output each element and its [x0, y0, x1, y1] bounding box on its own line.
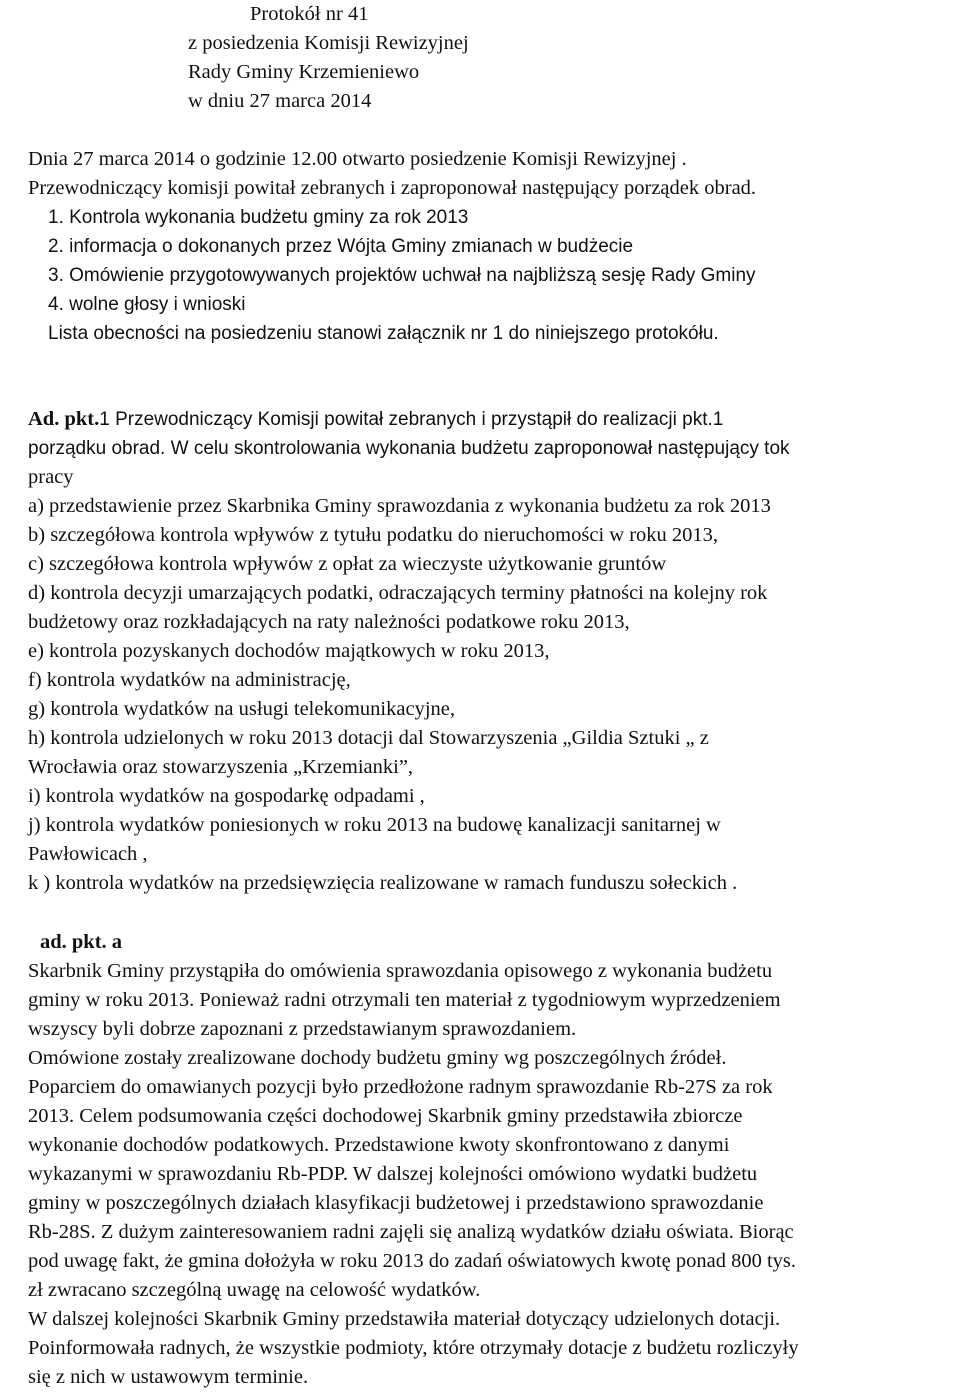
section1-line1: Ad. pkt.1 Przewodniczący Komisji powitał zebranych i przystąpił do realizacji pkt.1 [28, 408, 724, 430]
body-line: pod uwagę fakt, że gmina dołożyła w roku 2013 do zadań oświatowych kwotę ponad 800 tys. [28, 1250, 796, 1272]
header-line-meeting: z posiedzenia Komisji Rewizyjnej [188, 32, 469, 54]
attendance-note: Lista obecności na posiedzeniu stanowi załącznik nr 1 do niniejszego protokółu. [48, 323, 719, 344]
agenda-item: 2. informacja o dokonanych przez Wójta Gminy zmianach w budżecie [48, 236, 634, 257]
body-line: zł zwracano szczególną uwagę na celowość wydatków. [28, 1279, 481, 1301]
section1-line3: pracy [28, 466, 74, 488]
header-line-council: Rady Gminy Krzemieniewo [188, 61, 420, 83]
body-line: 2013. Celem podsumowania części dochodowej Skarbnik gminy przedstawiła zbiorcze [28, 1105, 743, 1127]
agenda-item: 1. Kontrola wykonania budżetu gminy za rok 2013 [48, 207, 469, 228]
section1-line2: porządku obrad. W celu skontrolowania wykonania budżetu zaproponował następujący tok [28, 438, 790, 459]
control-item: d) kontrola decyzji umarzających podatki, odraczających terminy płatności na kolejny rok [28, 582, 768, 604]
control-item: c) szczegółowa kontrola wpływów z opłat za wieczyste użytkowanie gruntów [28, 553, 667, 575]
control-item: Wrocławia oraz stowarzyszenia „Krzemianki”, [28, 756, 414, 778]
section2-heading: ad. pkt. a [40, 931, 123, 953]
body-line: wszyscy byli dobrze zapoznani z przedstawianym sprawozdaniem. [28, 1018, 577, 1040]
agenda-item: 3. Omówienie przygotowywanych projektów uchwał na najbliższą sesję Rady Gminy [48, 265, 756, 286]
body-line: Skarbnik Gminy przystąpiła do omówienia sprawozdania opisowego z wykonania budżetu [28, 960, 773, 982]
header-line-date: w dniu 27 marca 2014 [188, 90, 372, 112]
control-item: g) kontrola wydatków na usługi telekomunikacyjne, [28, 698, 455, 720]
control-item: budżetowy oraz rozkładających na raty należności podatkowe roku 2013, [28, 611, 630, 633]
intro-line-agenda-proposal: Przewodniczący komisji powitał zebranych i zaproponował następujący porządek obrad. [28, 177, 757, 199]
body-line: Poinformowała radnych, że wszystkie podmioty, które otrzymały dotacje z budżetu rozliczyły [28, 1337, 799, 1359]
control-item: j) kontrola wydatków poniesionych w roku 2013 na budowę kanalizacji sanitarnej w [28, 814, 721, 836]
body-line: gminy w poszczególnych działach klasyfikacji budżetowej i przedstawiono sprawozdanie [28, 1192, 764, 1214]
control-item: h) kontrola udzielonych w roku 2013 dotacji dal Stowarzyszenia „Gildia Sztuki „ z [28, 727, 709, 749]
control-item: k ) kontrola wydatków na przedsięwzięcia realizowane w ramach funduszu sołeckich . [28, 872, 738, 894]
control-item: i) kontrola wydatków na gospodarkę odpadami , [28, 785, 425, 807]
control-item: Pawłowicach , [28, 843, 148, 865]
protocol-title: Protokół nr 41 [250, 3, 369, 25]
body-line: gminy w roku 2013. Ponieważ radni otrzymali ten materiał z tygodniowym wyprzedzeniem [28, 989, 781, 1011]
body-line: się z nich w ustawowym terminie. [28, 1366, 309, 1388]
body-line: Poparciem do omawianych pozycji było przedłożone radnym sprawozdanie Rb-27S za rok [28, 1076, 773, 1098]
control-item: e) kontrola pozyskanych dochodów majątkowych w roku 2013, [28, 640, 550, 662]
body-line: wykazanymi w sprawozdaniu Rb-PDP. W dalszej kolejności omówiono wydatki budżetu [28, 1163, 758, 1185]
control-item: f) kontrola wydatków na administrację, [28, 669, 351, 691]
agenda-item: 4. wolne głosy i wnioski [48, 294, 246, 315]
body-line: wykonanie dochodów podatkowych. Przedstawione kwoty skonfrontowano z danymi [28, 1134, 730, 1156]
body-line: Omówione zostały zrealizowane dochody budżetu gminy wg poszczególnych źródeł. [28, 1047, 727, 1069]
control-item: a) przedstawienie przez Skarbnika Gminy sprawozdania z wykonania budżetu za rok 2013 [28, 495, 771, 517]
intro-line-opening: Dnia 27 marca 2014 o godzinie 12.00 otwarto posiedzenie Komisji Rewizyjnej . [28, 148, 687, 170]
body-line: Rb-28S. Z dużym zainteresowaniem radni zajęli się analizą wydatków działu oświata. Biorąc [28, 1221, 794, 1243]
body-line: W dalszej kolejności Skarbnik Gminy przedstawiła materiał dotyczący udzielonych dotacji. [28, 1308, 781, 1330]
section1-heading: Ad. pkt. [28, 408, 100, 430]
control-item: b) szczegółowa kontrola wpływów z tytułu podatku do nieruchomości w roku 2013, [28, 524, 719, 546]
